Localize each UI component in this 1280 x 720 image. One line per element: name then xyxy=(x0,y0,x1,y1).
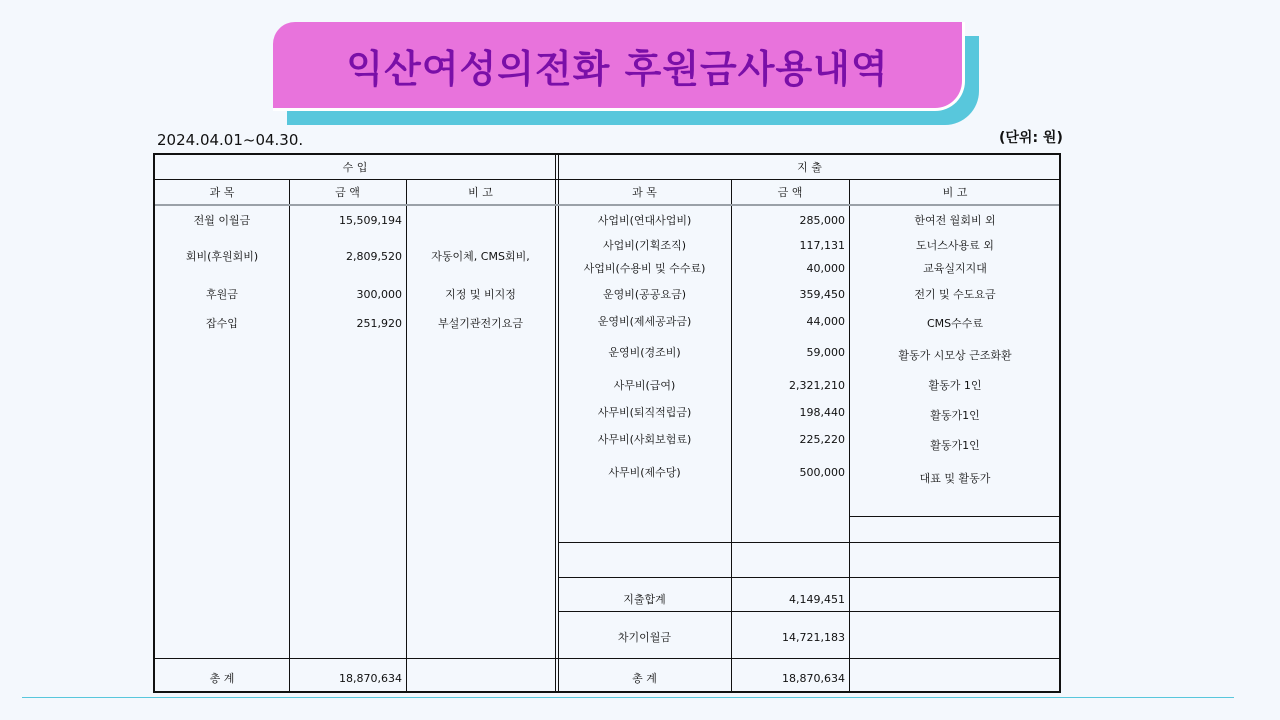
expense-amount: 285,000 xyxy=(799,214,845,227)
expense-amount: 359,450 xyxy=(799,288,845,301)
income-total-label: 총 계 xyxy=(209,672,235,685)
expense-note: 활동가1인 xyxy=(930,439,980,452)
income-col-item: 과 목 xyxy=(209,186,235,199)
expense-item: 사무비(제수당) xyxy=(608,466,681,479)
income-note: 지정 및 비지정 xyxy=(445,288,516,301)
expense-amount: 2,321,210 xyxy=(789,379,845,392)
carryover-label: 차기이월금 xyxy=(617,631,672,644)
expense-item: 사무비(급여) xyxy=(613,379,676,392)
expense-note: 전기 및 수도요금 xyxy=(914,288,996,301)
carryover-amount: 14,721,183 xyxy=(782,631,845,644)
expense-item: 사업비(연대사업비) xyxy=(597,214,692,227)
ledger-table xyxy=(153,153,1061,693)
income-col-note: 비 고 xyxy=(468,186,493,199)
section-divider xyxy=(555,155,556,691)
currency-unit: (단위: 원) xyxy=(999,130,1063,146)
income-amount: 2,809,520 xyxy=(346,250,402,263)
expense-note: 도너스사용료 외 xyxy=(916,239,994,252)
expense-col-note: 비 고 xyxy=(942,186,968,199)
expense-total-label: 총 계 xyxy=(632,672,657,685)
expense-amount: 198,440 xyxy=(799,406,845,419)
row-rule xyxy=(558,611,1059,612)
expense-note: 활동가 1인 xyxy=(928,379,982,392)
income-header: 수 입 xyxy=(342,161,368,174)
expense-item: 사업비(수용비 및 수수료) xyxy=(583,262,706,275)
expense-amount: 40,000 xyxy=(806,262,845,275)
income-item: 잡수입 xyxy=(206,317,238,330)
expense-amount: 500,000 xyxy=(799,466,845,479)
page-title: 익산여성의전화 후원금사용내역 xyxy=(346,46,889,91)
expense-note: 교육실지지대 xyxy=(923,262,987,275)
row-rule xyxy=(558,542,1059,543)
income-note: 부설기관전기요금 xyxy=(437,317,523,330)
expense-amount: 44,000 xyxy=(806,315,845,328)
expense-item: 운영비(제세공과금) xyxy=(597,315,692,328)
col-divider xyxy=(849,179,850,691)
report-period: 2024.04.01~04.30. xyxy=(157,131,304,149)
expense-col-amount: 금 액 xyxy=(777,186,803,199)
expense-total-amount: 18,870,634 xyxy=(782,672,845,685)
expense-col-item: 과 목 xyxy=(632,186,657,199)
expense-header: 지 출 xyxy=(797,161,822,174)
expense-item: 사업비(기획조직) xyxy=(603,239,686,252)
expense-item: 사무비(사회보험료) xyxy=(597,433,692,446)
header-separator xyxy=(155,204,1059,206)
income-note: 자동이체, CMS회비, xyxy=(431,250,530,263)
income-col-amount: 금 액 xyxy=(335,186,360,199)
income-amount: 251,920 xyxy=(356,317,402,330)
row-rule xyxy=(558,577,1059,578)
expense-item: 운영비(공공요금) xyxy=(603,288,686,301)
expense-note: 대표 및 활동가 xyxy=(919,472,991,485)
row-rule xyxy=(849,516,1059,517)
expense-note: 활동가1인 xyxy=(930,409,980,422)
expense-amount: 117,131 xyxy=(799,239,845,252)
total-rule xyxy=(155,658,1059,659)
expense-amount: 59,000 xyxy=(806,346,845,359)
expense-item: 사무비(퇴직적립금) xyxy=(597,406,692,419)
header-rule xyxy=(155,179,1059,180)
income-amount: 300,000 xyxy=(356,288,402,301)
income-total-amount: 18,870,634 xyxy=(339,672,402,685)
expense-subtotal-label: 지출합계 xyxy=(623,593,666,606)
expense-item: 운영비(경조비) xyxy=(608,346,681,359)
income-item: 후원금 xyxy=(206,288,238,301)
income-item: 전월 이월금 xyxy=(193,214,251,227)
income-amount: 15,509,194 xyxy=(339,214,402,227)
expense-amount: 225,220 xyxy=(799,433,845,446)
title-banner xyxy=(273,22,965,111)
expense-note: 활동가 시모상 근조화환 xyxy=(898,349,1012,362)
expense-note: CMS수수료 xyxy=(926,317,984,330)
expense-subtotal-amount: 4,149,451 xyxy=(789,593,845,606)
expense-note: 한여전 월회비 외 xyxy=(914,214,996,227)
income-item: 회비(후원회비) xyxy=(185,250,259,263)
footer-divider xyxy=(22,697,1234,698)
